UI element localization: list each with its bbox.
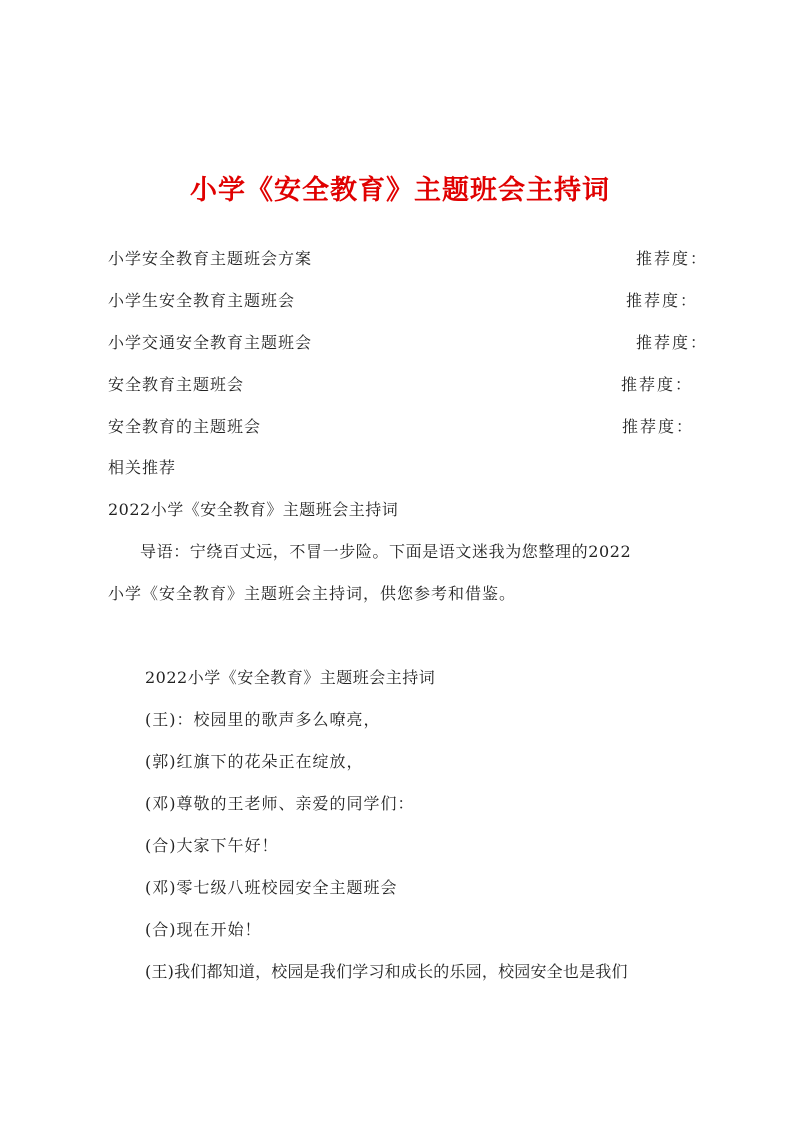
script-line: (邓)零七级八班校园安全主题班会 [145, 878, 398, 897]
recommendation-score-label: 推荐度： [622, 417, 695, 436]
intro-paragraph-line: 导语：宁绕百丈远，不冒一步险。下面是语文迷我为您整理的2022 [140, 542, 632, 561]
script-line: (王)：校园里的歌声多么嘹亮， [145, 710, 381, 729]
recommendation-title[interactable]: 安全教育的主题班会 [108, 417, 262, 436]
recommendation-score-label: 推荐度： [626, 291, 699, 310]
subtitle: 2022小学《安全教育》主题班会主持词 [108, 500, 399, 519]
script-line: (邓)尊敬的王老师、亲爱的同学们： [145, 794, 415, 813]
recommendation-title[interactable]: 安全教育主题班会 [108, 375, 245, 394]
recommendation-score-label: 推荐度： [621, 375, 694, 394]
script-line: (合)大家下午好！ [145, 836, 279, 855]
recommendation-score-label: 推荐度： [636, 333, 709, 352]
intro-paragraph-line: 小学《安全教育》主题班会主持词，供您参考和借鉴。 [108, 584, 517, 603]
script-line: (合)现在开始！ [145, 920, 262, 939]
section-heading: 2022小学《安全教育》主题班会主持词 [145, 668, 436, 687]
script-line: (王)我们都知道，校园是我们学习和成长的乐园，校园安全也是我们 [145, 962, 628, 981]
document-title: 小学《安全教育》主题班会主持词 [190, 175, 610, 206]
related-heading: 相关推荐 [108, 458, 177, 477]
recommendation-title[interactable]: 小学生安全教育主题班会 [108, 291, 296, 310]
recommendation-score-label: 推荐度： [636, 249, 709, 268]
recommendation-title[interactable]: 小学安全教育主题班会方案 [108, 249, 313, 268]
recommendation-title[interactable]: 小学交通安全教育主题班会 [108, 333, 313, 352]
script-line: (郭)红旗下的花朵正在绽放， [145, 752, 364, 771]
